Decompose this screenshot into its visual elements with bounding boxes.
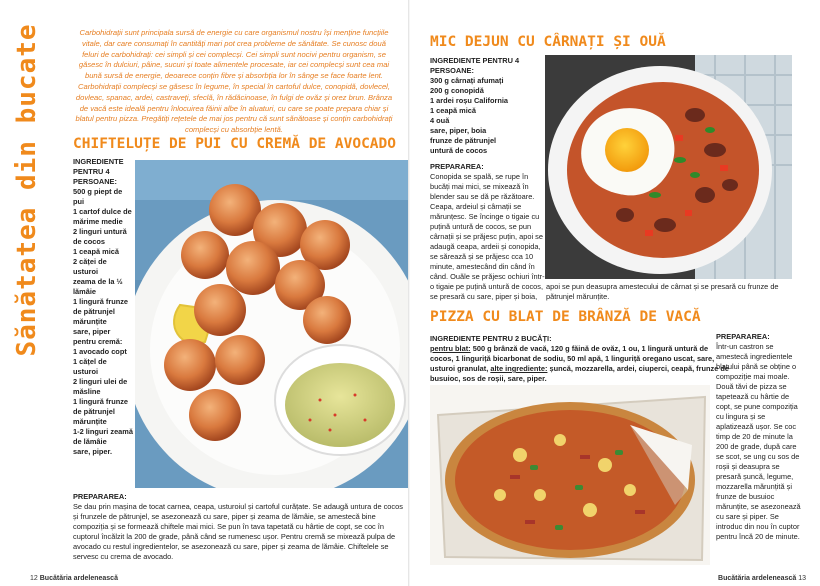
recipe3-base-label: pentru blat:	[430, 344, 471, 353]
recipe2-ingredients-head: INGREDIENTE PENTRU 4 PERSOANE:	[430, 56, 520, 75]
recipe1-ingredient: 1 lingură frunze de pătrunjel mărunțite	[73, 297, 129, 326]
recipe1-ingredients	[73, 157, 133, 457]
pizza-photo	[430, 385, 710, 565]
recipe1-ingredient: 1-2 linguri zeamă de lămâie	[73, 427, 133, 446]
pizza-illustration	[430, 385, 710, 565]
recipe1-ingredient: 500 g piept de pui	[73, 187, 123, 206]
recipe1-ingredient: 2 linguri ulei de măsline	[73, 377, 128, 396]
recipe1-ingredient: 2 linguri untură de cocos	[73, 227, 127, 246]
recipe3-base-text: 500 g brânză de vacă, 120 g făină de ovăz, 1 ou, 1 lingură untură de cocos, 1 linguriță bicarbonat de sodiu, 50 ml apă, 1 linguriță oregano uscat, sare, usturoi granulat,	[430, 344, 715, 373]
recipe2-ingredient: frunze de pătrunjel	[430, 136, 497, 145]
magazine-name-right: Bucătăria ardelenească	[718, 575, 797, 582]
recipe3-prep-text: Într-un castron se amestecă ingredientele blatului până se obține o compoziție mai moale. Două tăvi de pizza se tapetează cu hârtie de copt, se pune compoziția cu lingura și se aplatizează ușor. Se coc timp de 20 de minute la 200 de grade, după care se scot, se ung cu sos de roșii și deasupra se presară șuncă, legume, mozzarella mărunțită și frunze de busuioc mărunțite, se asezonează cu sare și piper. Se introduc din nou în cuptor pentru încă 20 de minute.	[716, 342, 801, 541]
recipe3-base	[430, 344, 730, 384]
recipe2-ingredient: 1 ardei roșu California	[430, 96, 509, 105]
recipe2-ingredient: 4 ouă	[430, 116, 450, 125]
recipe1-ingredient: 1 avocado copt	[73, 347, 127, 356]
recipe1-ingredient: zeama de la ½ lămâie	[73, 277, 123, 296]
recipe1-ingredient-list	[73, 187, 133, 457]
recipe1-ingredients-head: INGREDIENTE PENTRU 4 PERSOANE:	[73, 157, 124, 186]
recipe1-title: CHIFTELUȚE DE PUI CU CREMĂ DE AVOCADO	[73, 136, 397, 152]
recipe3-title: PIZZA CU BLAT DE BRÂNZĂ DE VACĂ	[430, 309, 701, 325]
recipe1-ingredient: pentru cremă:	[73, 337, 123, 346]
recipe1-ingredient: 1 lingură frunze de pătrunjel mărunțite	[73, 397, 129, 426]
recipe2-title: MIC DEJUN CU CÂRNAȚI ȘI OUĂ	[430, 34, 666, 50]
recipe1-preparation	[73, 492, 403, 562]
recipe1-prep-label: PREPARAREA:	[73, 492, 127, 501]
section-title: Sănătatea din bucate	[12, 23, 42, 357]
footer-right	[718, 575, 806, 582]
recipe1-ingredient: sare, piper	[73, 327, 111, 336]
recipe1-ingredient: 1 cartof dulce de mărime medie	[73, 207, 132, 226]
meatballs-photo	[135, 160, 410, 488]
recipe1-prep-text: Se dau prin mașina de tocat carnea, ceapa, usturoiul și cartoful curățate. Se adaugă untura de cocos și frunzele de pătrunjel, se asezonează cu sare, piper și zeama de lămâie, se amestecă bine compoziția și se formează chiftele mai mici. Se pun în tava tapetată cu hârtie de copt, se coc în cuptorul încălzit la 200 de grade, până când se rumenesc ușor. Pentru cremă se mixează pulpa de avocado cu restul ingredientelor, se asezonează cu sare, piper și zeama de lămâie. Chiftelele se servesc cu crema de avocado.	[73, 502, 403, 561]
right-page	[410, 0, 820, 586]
recipe1-ingredient: 1 cățel de usturoi	[73, 357, 107, 376]
recipe2-ingredient: sare, piper, boia	[430, 126, 487, 135]
sausage-eggs-illustration	[545, 55, 792, 279]
sausage-eggs-photo	[545, 55, 792, 279]
recipe1-ingredient: sare, piper.	[73, 447, 113, 456]
recipe2-ingredient: 1 ceapă mică	[430, 106, 477, 115]
page-number-left: 12	[30, 575, 38, 582]
recipe2-ingredients	[430, 56, 530, 156]
recipe2-ingredient: 300 g cârnați afumați	[430, 76, 504, 85]
intro-paragraph: Carbohidrații sunt principala sursă de energie cu care organismul nostru își menține funcțiile vitale, dar care consumați în cantități mari pot crea probleme de sănătate. Se cunosc două feluri de carbohidrați: cei simpli și cei complecși. Cei simpli sunt nocivi pentru organism, se găsesc în dulciuri, pâine, sucuri și toate alimentele procesate, iar cei complecși sunt cea mai bună sursă de energie, deoarece conțin fibre și absorbția lor în sânge se face foarte lent. Carbohidrații complecși se găsesc în legume, în special în cartoful dulce, conopidă, dovlecel, dovleac, spanac, ardei, castraveți, sfeclă, în rădăcinoase, în fulgi de ovăz și orez brun. Brânza de vacă este ideală pentru înlocuirea făinii albe în aluaturi, cu care se poate prepara chiar și blatul pentru pizza. Pregătiți rețetele de mai jos pentru că sunt sănătoase și conțin carbohidrați complecși cu absorbție lentă.	[75, 28, 393, 135]
magazine-name-left: Bucătăria ardelenească	[39, 575, 118, 582]
recipe3-ingredients	[430, 334, 730, 384]
recipe3-ingredients-head: INGREDIENTE PENTRU 2 BUCĂȚI:	[430, 334, 552, 343]
recipe3-other-label: alte ingrediente:	[490, 364, 548, 373]
recipe2-prep-continued: apoi se pun deasupra amestecului de cârnat și se presară cu frunze de pătrunjel mărunțite.	[546, 282, 779, 301]
recipe2-ingredient-list	[430, 76, 530, 156]
recipe3-prep-label: PREPARAREA:	[716, 332, 770, 341]
meatballs-illustration	[135, 160, 410, 488]
recipe3-preparation	[716, 332, 802, 542]
recipe2-prep-label: PREPARAREA:	[430, 162, 484, 171]
recipe1-ingredient: 2 căței de usturoi	[73, 257, 107, 276]
page-number-right: 13	[798, 575, 806, 582]
footer-left	[30, 575, 118, 582]
recipe1-ingredient: 1 ceapă mică	[73, 247, 120, 256]
recipe2-ingredient: 200 g conopidă	[430, 86, 484, 95]
recipe2-preparation	[430, 162, 548, 302]
recipe2-ingredient: untură de cocos	[430, 146, 488, 155]
recipe2-prep-text: Conopida se spală, se rupe în bucăți mai mici, se mixează în blender sau se dă pe răzătoare. Ceapa, ardeiul și cârnații se mărunțesc. Se încinge o tigaie cu puțină untură de cocos, se pun cârnații și se prăjesc puțin, apoi se adaugă ceapa, ardeii și conopida, se sărează și se prăjesc cca 10 minute, amestecând din când în când. Ouăle se prăjesc ochiuri într-o tigaie pe puțină untură de cocos, se presară cu sare, piper și boia,	[430, 172, 545, 301]
recipe3-other-text: șuncă, mozzarella, ardei, ciuperci, ceapă, frunze de busuioc, sos de roșii, sare, piper.	[430, 364, 730, 383]
